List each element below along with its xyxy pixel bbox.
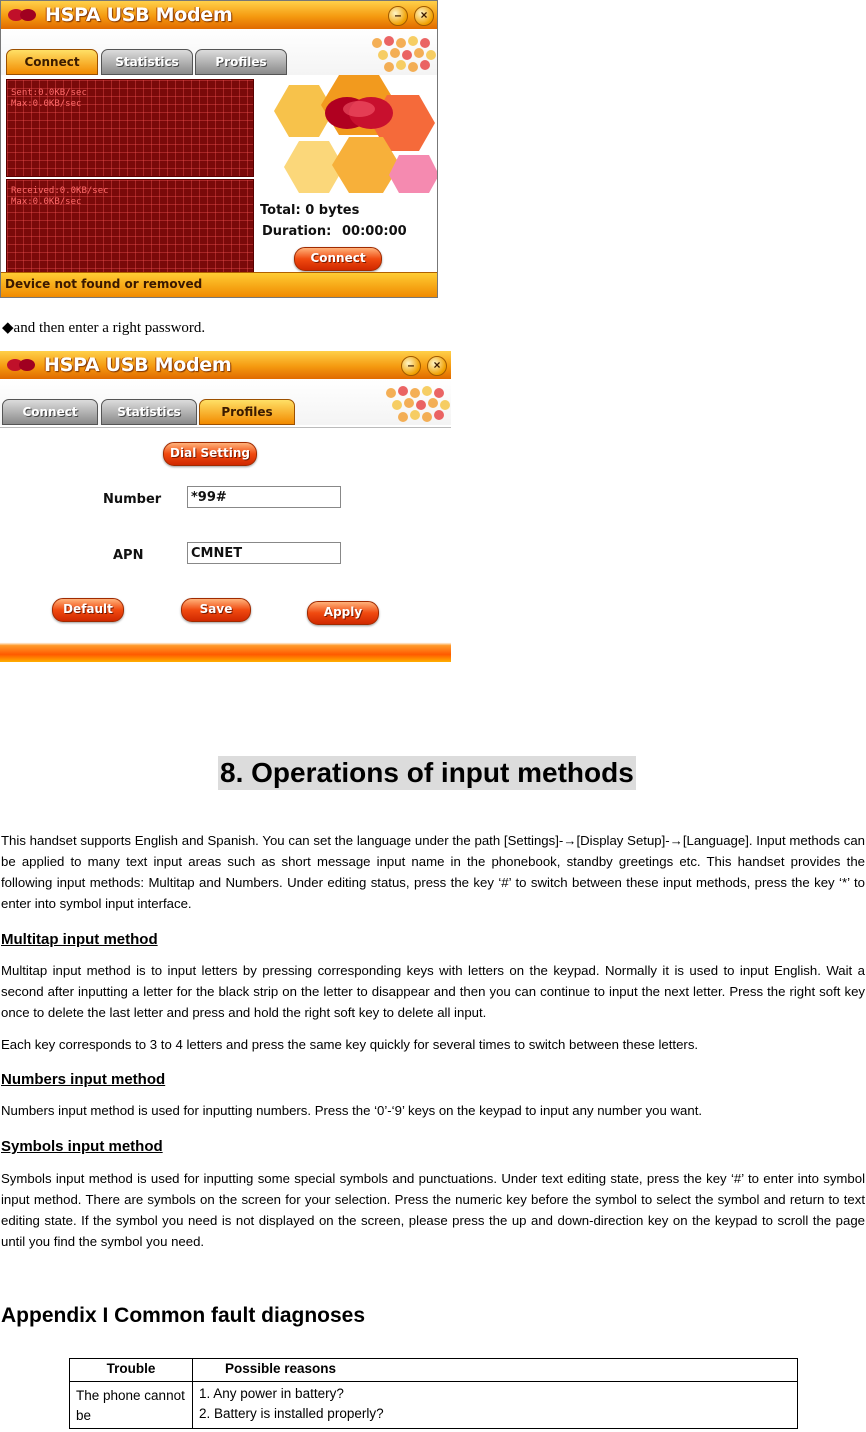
status-text: Device not found or removed: [5, 277, 203, 291]
status-bar: [1, 272, 437, 297]
section-heading: 8. Operations of input methods: [220, 757, 634, 788]
instruction-text: ◆and then enter a right password.: [2, 320, 206, 336]
modem-window-profiles: [0, 351, 451, 662]
tab-statistics[interactable]: Statistics: [101, 399, 197, 425]
number-input[interactable]: *99#: [187, 486, 341, 508]
number-label: Number: [103, 492, 162, 507]
trouble-cell: The phone cannot be: [70, 1382, 193, 1429]
received-rate: Received:0.0KB/sec: [11, 186, 109, 196]
received-graph: [6, 179, 254, 277]
close-icon[interactable]: ×: [414, 6, 434, 26]
title-bar: [1, 1, 437, 29]
tab-statistics[interactable]: Statistics: [101, 49, 193, 75]
honeycomb-graphic-icon: [259, 75, 438, 193]
tab-connect[interactable]: Connect: [2, 399, 98, 425]
tab-profiles[interactable]: Profiles: [199, 399, 295, 425]
apn-label: APN: [113, 548, 144, 563]
symbols-paragraph: Symbols input method is used for inputting some special symbols and punctuations. Under text editing state, press the key ‘#’ to enter into symbol input method. There are symbols on the screen for your selection. Press the numeric key before the symbol to select the symbol and return to text editing state. If the symbol you need is not displayed on the screen, please press the up and down-direction key on the keypad to scroll the page until you find the symbol you need.: [1, 1171, 865, 1249]
save-button[interactable]: Save: [181, 598, 251, 622]
sent-max: Max:0.0KB/sec: [11, 99, 82, 109]
modem-logo-icon: [7, 8, 37, 22]
reasons-cell: [193, 1382, 798, 1429]
multitap-heading: Multitap input method: [1, 931, 158, 948]
minimize-icon[interactable]: –: [388, 6, 408, 26]
col-trouble: Trouble: [70, 1359, 193, 1382]
honeycomb-decoration-icon: [367, 33, 437, 77]
col-reasons: Possible reasons: [193, 1359, 798, 1382]
sent-rate: Sent:0.0KB/sec: [11, 88, 87, 98]
window-title: HSPA USB Modem: [44, 354, 232, 376]
bottom-decoration: [0, 632, 451, 662]
duration-label: Duration:: [262, 224, 332, 239]
profiles-panel: [0, 427, 451, 634]
honeycomb-decoration-icon: [381, 383, 451, 427]
modem-window-connect: [0, 0, 438, 298]
tab-bar: [1, 29, 437, 75]
default-button[interactable]: Default: [52, 598, 124, 622]
fault-table: [69, 1358, 798, 1429]
numbers-heading: Numbers input method: [1, 1071, 166, 1088]
dial-setting-button[interactable]: Dial Setting: [163, 442, 257, 466]
multitap-paragraph-1: Multitap input method is to input letters by pressing corresponding keys with letters on the keypad. Normally it is used to input English. Wait a second after inputting a letter for the black strip on the letter to disappear and then you can continue to input the next letter. Press the right soft key once to delete the last letter and press and hold the right soft key to delete all input.: [1, 963, 865, 1020]
table-header-row: [70, 1359, 798, 1382]
reason-1: 1. Any power in battery?: [199, 1386, 344, 1401]
sent-graph: [6, 79, 254, 177]
symbols-heading: Symbols input method: [1, 1138, 163, 1155]
total-bytes: Total: 0 bytes: [260, 203, 360, 218]
minimize-icon[interactable]: –: [401, 356, 421, 376]
close-icon[interactable]: ×: [427, 356, 447, 376]
tab-profiles[interactable]: Profiles: [195, 49, 287, 75]
connect-button[interactable]: Connect: [294, 247, 382, 271]
reason-2: 2. Battery is installed properly?: [199, 1406, 384, 1421]
appendix-heading: Appendix I Common fault diagnoses: [1, 1304, 366, 1327]
apn-input[interactable]: CMNET: [187, 542, 341, 564]
tab-bar: [0, 379, 451, 425]
multitap-paragraph-2: Each key corresponds to 3 to 4 letters and press the same key quickly for several times to switch between these letters.: [1, 1037, 699, 1052]
window-title: HSPA USB Modem: [45, 4, 233, 26]
title-bar: [0, 351, 451, 379]
numbers-paragraph: Numbers input method is used for inputting numbers. Press the ‘0’-‘9’ keys on the keypad to input any number you want.: [1, 1103, 703, 1118]
apply-button[interactable]: Apply: [307, 601, 379, 625]
connect-panel: [1, 75, 437, 275]
received-max: Max:0.0KB/sec: [11, 197, 82, 207]
duration-value: 00:00:00: [342, 224, 407, 239]
intro-paragraph: This handset supports English and Spanish. You can set the language under the path [Settings]-→[Display Setup]-→[Language]. Input methods can be applied to many text input areas such as short message input name in the phonebook, standby greetings etc. This handset provides the following input methods: Multitap and Numbers. Under editing status, press the key ‘#’ to switch between these input methods, press the key ‘*’ to enter into symbol input interface.: [1, 833, 865, 911]
tab-connect[interactable]: Connect: [6, 49, 98, 75]
modem-logo-icon: [6, 358, 36, 372]
table-row: [70, 1382, 798, 1429]
